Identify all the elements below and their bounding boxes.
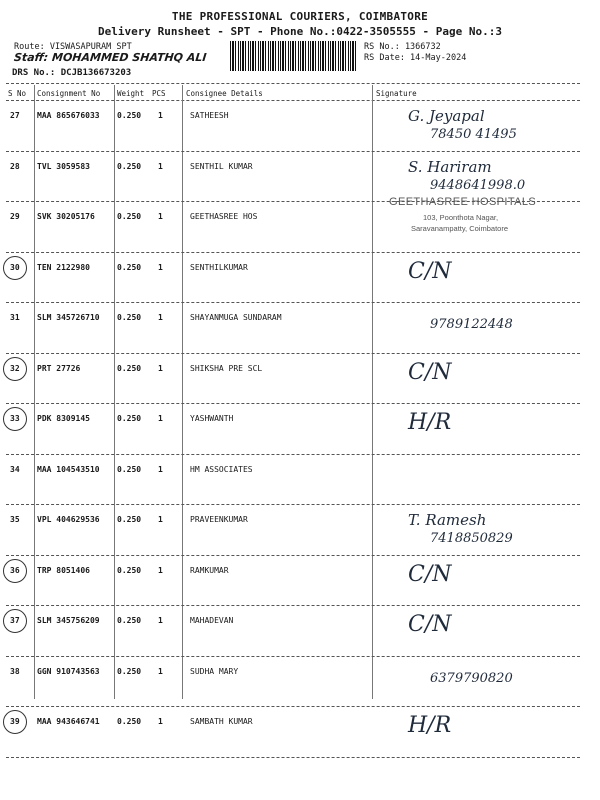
row-rule — [6, 555, 580, 556]
row-consignee: PRAVEENKUMAR — [190, 515, 248, 524]
row-sno: 33 — [10, 414, 20, 423]
row-pcs: 1 — [158, 515, 163, 524]
row-pcs: 1 — [158, 666, 163, 676]
row-weight: 0.250 — [117, 515, 142, 524]
col-divider — [34, 85, 35, 699]
row-consignee: GEETHASREE HOS — [190, 212, 258, 221]
col-header-consignment: Consignment No — [37, 89, 101, 98]
row-sno: 30 — [10, 262, 20, 272]
handwritten-phone: 78450 41495 — [430, 127, 517, 142]
row-consignee: HM ASSOCIATES — [190, 464, 253, 474]
row-pcs: 1 — [158, 464, 163, 474]
row-consignee: RAMKUMAR — [190, 565, 229, 575]
row-rule — [6, 454, 580, 455]
rs-date: RS Date: 14-May-2024 — [364, 53, 467, 63]
row-consignment-no: MAA 943646741 — [37, 717, 100, 726]
row-consignee: SENTHILKUMAR — [190, 262, 248, 272]
row-rule — [6, 504, 580, 505]
row-weight: 0.250 — [117, 313, 142, 322]
handwritten-phone: 9789122448 — [430, 317, 513, 332]
row-sno: 39 — [10, 717, 20, 726]
table-top-rule — [6, 83, 580, 84]
row-consignment-no: PRT 27726 — [37, 363, 81, 373]
row-consignment-no: SVK 30205176 — [37, 212, 95, 221]
row-rule — [6, 151, 580, 152]
row-pcs: 1 — [158, 363, 163, 373]
row-weight: 0.250 — [117, 464, 142, 474]
row-consignment-no: TEN 2122980 — [37, 262, 90, 272]
row-weight: 0.250 — [117, 616, 142, 625]
row-consignment-no: TVL 3059583 — [37, 161, 90, 171]
row-weight: 0.250 — [117, 414, 142, 423]
row-weight: 0.250 — [117, 565, 142, 575]
col-divider — [372, 85, 373, 699]
row-sno: 28 — [10, 161, 20, 171]
circle-mark — [3, 407, 27, 431]
row-pcs: 1 — [158, 313, 163, 322]
row-weight: 0.250 — [117, 262, 142, 272]
handwritten-signature: H/R — [408, 713, 452, 738]
row-consignee: YASHWANTH — [190, 414, 234, 423]
row-sno: 29 — [10, 212, 20, 221]
col-header-weight: Weight — [117, 89, 145, 98]
row-consignment-no: MAA 104543510 — [37, 464, 100, 474]
col-divider — [114, 85, 115, 699]
row-consignee: SENTHIL KUMAR — [190, 161, 253, 171]
row-consignment-no: VPL 404629536 — [37, 515, 100, 524]
row-rule — [6, 403, 580, 404]
drs-number: DRS No.: DCJB136673203 — [12, 68, 132, 78]
row-sno: 36 — [10, 565, 20, 575]
row-sno: 27 — [10, 111, 20, 120]
row-rule — [6, 605, 580, 606]
handwritten-signature: C/N — [408, 359, 452, 385]
row-weight: 0.250 — [117, 363, 142, 373]
row-consignment-no: GGN 910743563 — [37, 666, 100, 676]
handwritten-phone: 7418850829 — [430, 531, 513, 546]
row-sno: 37 — [10, 616, 20, 625]
row-sno: 31 — [10, 313, 20, 322]
row-weight: 0.250 — [117, 666, 142, 676]
row-pcs: 1 — [158, 111, 163, 120]
row-rule — [6, 252, 580, 253]
handwritten-signature: C/N — [408, 258, 452, 284]
runsheet-subtitle: Delivery Runsheet - SPT - Phone No.:0422-3505555 - Page No.:3 — [98, 25, 502, 38]
handwritten-signature: G. Jeyapal — [408, 107, 485, 125]
handwritten-signature: S. Hariram — [408, 157, 492, 176]
handwritten-signature: C/N — [408, 612, 452, 637]
rs-number: RS No.: 1366732 — [364, 42, 441, 52]
row-pcs: 1 — [158, 565, 163, 575]
row-consignment-no: MAA 865676033 — [37, 111, 100, 120]
row-consignee: SHIKSHA PRE SCL — [190, 363, 263, 373]
row-rule — [6, 656, 580, 657]
row-consignee: MAHADEVAN — [190, 616, 234, 625]
row-consignee: SATHEESH — [190, 111, 229, 120]
table-header-rule — [6, 100, 580, 101]
row-sno: 34 — [10, 464, 20, 474]
col-header-sno: S No — [8, 89, 27, 98]
handwritten-phone: 6379790820 — [430, 670, 513, 686]
row-rule — [6, 302, 580, 303]
circle-mark — [3, 710, 27, 734]
circle-mark — [3, 256, 27, 280]
circle-mark — [3, 559, 27, 583]
stamp-line: 103, Poonthota Nagar, — [423, 213, 499, 222]
col-divider — [182, 85, 183, 699]
row-weight: 0.250 — [117, 717, 142, 726]
handwritten-signature: T. Ramesh — [408, 511, 487, 529]
row-pcs: 1 — [158, 212, 163, 221]
col-header-pcs: PCS — [152, 89, 166, 98]
row-sno: 35 — [10, 515, 20, 524]
handwritten-signature: H/R — [408, 410, 452, 435]
row-pcs: 1 — [158, 262, 163, 272]
row-weight: 0.250 — [117, 212, 142, 221]
barcode-image — [230, 41, 358, 71]
col-header-signature: Signature — [376, 89, 417, 98]
row-rule — [6, 353, 580, 354]
company-name: THE PROFESSIONAL COURIERS, COIMBATORE — [171, 10, 429, 23]
row-pcs: 1 — [158, 414, 163, 423]
staff-label: Staff: MOHAMMED SHATHQ ALI — [13, 51, 208, 64]
circle-mark — [3, 357, 27, 381]
row-rule — [6, 757, 580, 758]
hospital-stamp — [383, 194, 583, 244]
handwritten-phone: 9448641998.0 — [430, 177, 526, 193]
row-weight: 0.250 — [117, 111, 142, 120]
stamp-line: Saravanampatty, Coimbatore — [411, 224, 508, 233]
circle-mark — [3, 609, 27, 633]
row-weight: 0.250 — [117, 161, 142, 171]
route-label: Route: VISWASAPURAM SPT — [14, 42, 132, 52]
row-consignee: SAMBATH KUMAR — [190, 717, 253, 726]
row-consignee: SHAYANMUGA SUNDARAM — [190, 313, 282, 322]
row-consignment-no: PDK 8309145 — [37, 414, 90, 423]
row-sno: 32 — [10, 363, 20, 373]
row-rule — [6, 706, 580, 707]
row-consignee: SUDHA MARY — [190, 666, 239, 676]
row-pcs: 1 — [158, 616, 163, 625]
col-header-consignee: Consignee Details — [186, 89, 263, 98]
row-consignment-no: TRP 8051406 — [37, 565, 90, 575]
handwritten-signature: C/N — [408, 561, 452, 587]
row-pcs: 1 — [158, 161, 163, 171]
row-pcs: 1 — [158, 717, 163, 726]
row-consignment-no: SLM 345726710 — [37, 313, 100, 322]
stamp-line: GEETHASREE HOSPITALS — [389, 196, 537, 208]
row-consignment-no: SLM 345756209 — [37, 616, 100, 625]
row-sno: 38 — [10, 666, 20, 676]
